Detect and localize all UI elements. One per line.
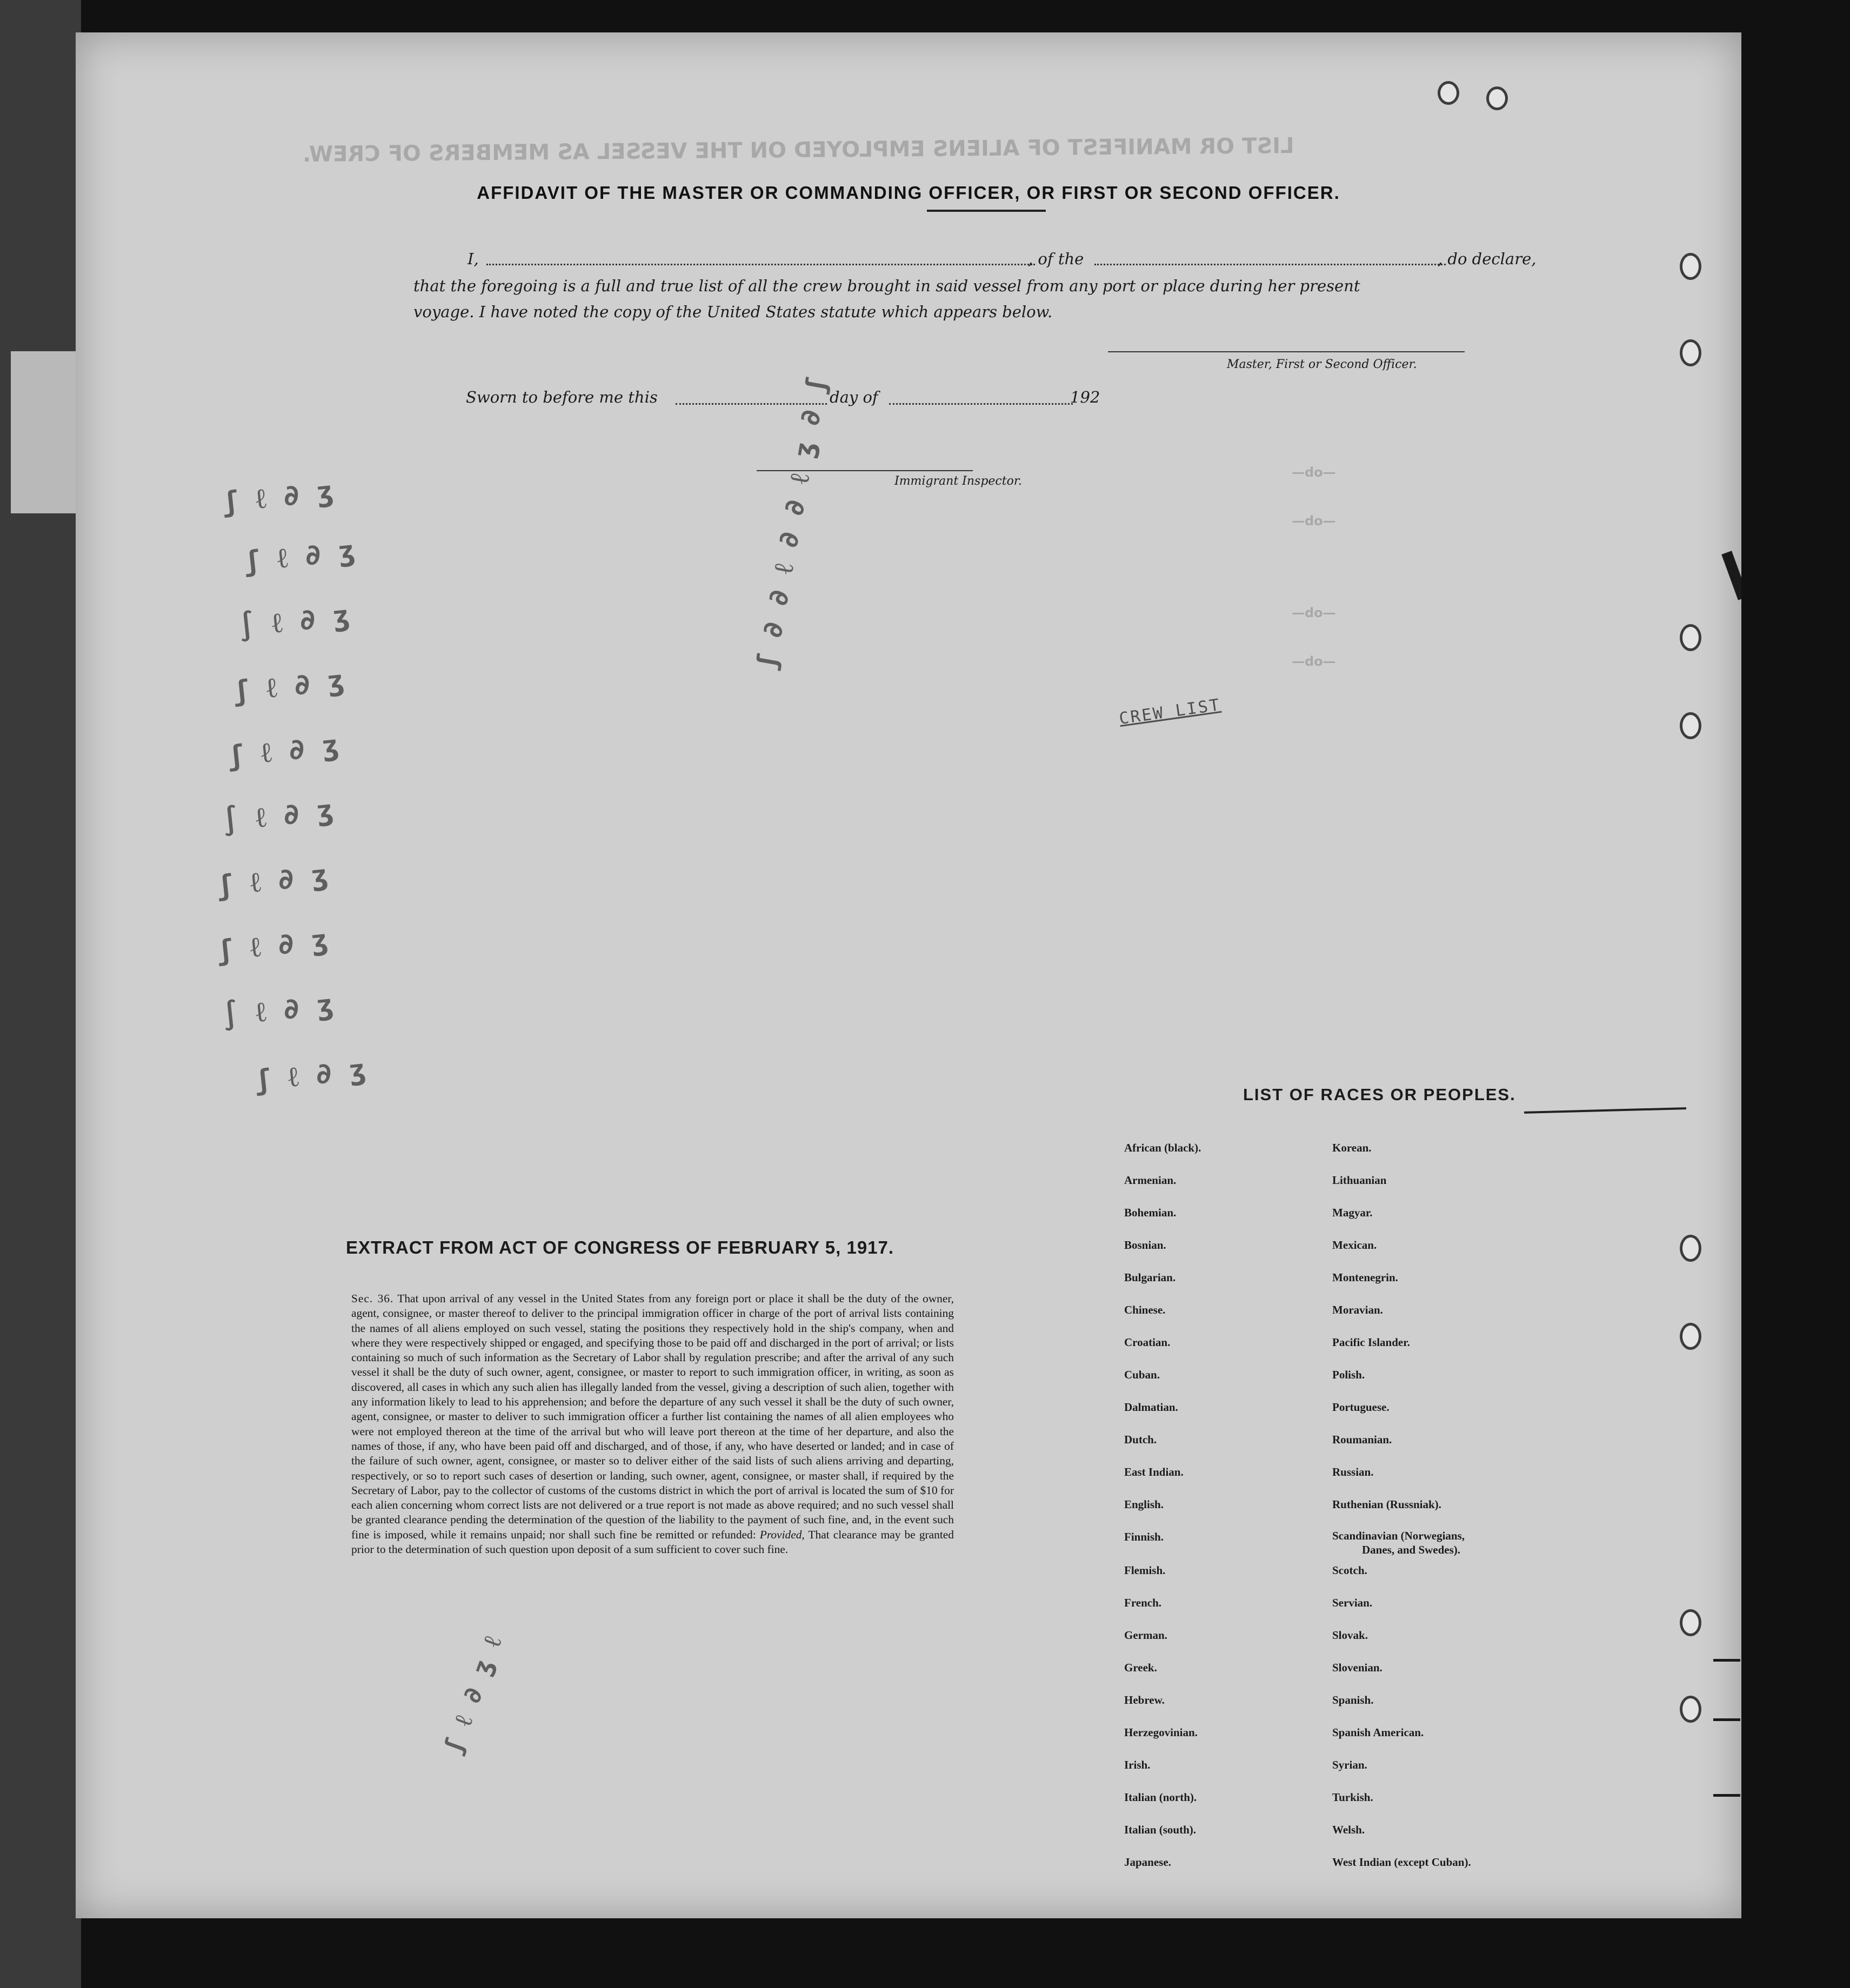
punch-hole [1680, 1235, 1701, 1262]
handwritten-mark: ʃ ℓ ∂ ʒ [215, 859, 330, 903]
race-item: Bosnian. [1124, 1239, 1166, 1251]
handwritten-mark: ʃ ℓ ∂ ʒ ℓ [437, 1632, 507, 1758]
declare-suffix: , do declare, [1438, 250, 1537, 268]
crew-list-stamp: CREW LIST [1118, 695, 1223, 729]
statute-body: That upon arrival of any vessel in the United States from any foreign port or place it shall be the duty of the owner, agent, consignee, or master thereof to deliver to the principal immigration officer in charge of the port of arrival lists containing the names of all aliens employed on such vessel, stating the positions they respectively hold in the ship's company, when and where they were respectively shipped or engaged, and specifying those to be paid off and discharged in the port of arrival; or lists containing so much of such information as the Secretary of Labor shall by regulation prescribe; and after the arrival of any such vessel it shall be the duty of such owner, agent, consignee, or master to report to such immigration officer, in writing, as soon as discovered, all cases in which any such alien has illegally landed from the vessel, giving a description of such alien, together with any information likely to lead to his apprehension; and before the departure of any such vessel it shall be the duty of such owner, agent, consignee, or master to deliver to such immigration officer a further list containing the names of all alien employees who were not employed thereon at the time of the arrival but who will leave port thereon at the time of her departure, and also the names of those, if any, who have been paid off and discharged, and of those, if any, who have deserted or landed; and in case of the failure of such owner, agent, consignee, or master so to deliver either of the said lists of such aliens arriving and departing, respectively, or so to report such cases of desertion or landing, such owner, agent, consignee, or master shall, if required by the Secretary of Labor, pay to the collector of customs of the customs district in which the port of arrival is located the sum of $10 for each alien concerning whom correct lists are not delivered or a true report is not made as above required; and no such vessel shall be granted clearance pending the determination of the question of the liability to the payment of such fine, and, in the event such fine is imposed, while it remains unpaid; nor shall such fine be remitted or refunded: [351, 1292, 954, 1541]
race-item: Servian. [1332, 1596, 1373, 1609]
race-item: Spanish American. [1332, 1726, 1424, 1739]
race-item: Japanese. [1124, 1856, 1171, 1869]
section-number: Sec. 36. [351, 1292, 394, 1305]
race-item: Ruthenian (Russniak). [1332, 1498, 1441, 1511]
bleed-through-header: LIST OR MANIFEST OF ALIENS EMPLOYED ON THE VESSEL AS MEMBERS OF CREW. [302, 133, 1294, 168]
bleed-through-column: —do— [1292, 465, 1336, 480]
punch-hole [1680, 253, 1701, 280]
race-item: Moravian. [1332, 1303, 1383, 1316]
race-item: French. [1124, 1596, 1162, 1609]
race-item: Korean. [1332, 1141, 1372, 1154]
sworn-month-blank[interactable] [889, 403, 1073, 405]
manifest-sheet [76, 32, 1741, 1918]
race-item: Slovenian. [1332, 1661, 1383, 1674]
punch-hole [1680, 1696, 1701, 1723]
sworn-prefix: Sworn to before me this [466, 388, 658, 406]
race-item: Montenegrin. [1332, 1271, 1398, 1284]
vessel-name-blank[interactable] [1094, 264, 1446, 265]
race-item: African (black). [1124, 1141, 1201, 1154]
officer-signature-line[interactable] [1108, 351, 1465, 352]
race-item-continuation: Danes, and Swedes). [1362, 1543, 1461, 1556]
race-item: Turkish. [1332, 1791, 1373, 1804]
affidavit-line-3: voyage. I have noted the copy of the United States statute which appears below. [413, 303, 1053, 321]
affidavit-title: AFFIDAVIT OF THE MASTER OR COMMANDING OFFICER, OR FIRST OR SECOND OFFICER. [477, 183, 1340, 203]
race-item: Italian (north). [1124, 1791, 1197, 1804]
handwritten-mark: ʃ ∂ ∂ ℓ ∂ ∂ ℓ ʒ ∂ ʃ [750, 374, 833, 673]
race-item: West Indian (except Cuban). [1332, 1856, 1471, 1869]
race-item: East Indian. [1124, 1465, 1184, 1478]
handwritten-mark: ∫ ℓ ∂ ʒ [220, 988, 335, 1033]
race-item: Croatian. [1124, 1336, 1171, 1349]
race-item: Finnish. [1124, 1530, 1164, 1543]
bleed-through-column: —do— [1292, 605, 1336, 620]
race-item: Irish. [1124, 1758, 1151, 1771]
race-item: Bulgarian. [1124, 1271, 1176, 1284]
race-item: Dutch. [1124, 1433, 1157, 1446]
provided-word: Provided, [759, 1528, 805, 1541]
punch-hole [1680, 1323, 1701, 1350]
race-item: Chinese. [1124, 1303, 1166, 1316]
race-item: Russian. [1332, 1465, 1374, 1478]
race-item: Syrian. [1332, 1758, 1367, 1771]
race-item: German. [1124, 1629, 1167, 1642]
race-item: Cuban. [1124, 1368, 1160, 1381]
race-item: Scandinavian (Norwegians, [1332, 1529, 1465, 1542]
officer-caption: Master, First or Second Officer. [1227, 358, 1417, 371]
punch-hole [1486, 86, 1508, 110]
punch-hole [1680, 339, 1701, 366]
race-item: Italian (south). [1124, 1823, 1197, 1836]
punch-hole [1438, 81, 1459, 105]
handwritten-mark: ʃ ℓ ∂ ʒ [215, 923, 330, 968]
sworn-day-label: day of [830, 388, 878, 406]
edge-mark [1721, 551, 1741, 600]
bleed-through-column: —do— [1292, 513, 1336, 528]
races-title: LIST OF RACES OR PEOPLES. [1243, 1085, 1516, 1104]
edge-mark [1713, 1659, 1740, 1662]
race-item: Pacific Islander. [1332, 1336, 1410, 1349]
race-item: Roumanian. [1332, 1433, 1392, 1446]
race-item: Greek. [1124, 1661, 1157, 1674]
race-item: Dalmatian. [1124, 1401, 1178, 1414]
inspector-caption: Immigrant Inspector. [894, 474, 1022, 488]
bleed-through-column: —do— [1292, 654, 1336, 669]
declarant-name-blank[interactable] [486, 264, 1035, 265]
race-item: Bohemian. [1124, 1206, 1177, 1219]
race-item: Polish. [1332, 1368, 1365, 1381]
vessel-prefix: , of the [1028, 250, 1084, 268]
punch-hole [1680, 1609, 1701, 1636]
handwritten-mark: ʃ ℓ ∂ ʒ [252, 1053, 368, 1097]
handwritten-mark: ʃ ℓ ∂ ʒ [220, 475, 335, 519]
binding-edge [0, 0, 81, 1988]
race-item: Magyar. [1332, 1206, 1373, 1219]
race-item: Spanish. [1332, 1694, 1374, 1706]
race-item: Hebrew. [1124, 1694, 1165, 1706]
race-item: Lithuanian [1332, 1174, 1387, 1187]
adjacent-page-tab [11, 351, 76, 513]
punch-hole [1680, 712, 1701, 739]
race-item: English. [1124, 1498, 1164, 1511]
sworn-year: 192 [1070, 388, 1100, 406]
handwritten-mark: ʃ ℓ ∂ ʒ [231, 664, 346, 708]
races-underline [1524, 1107, 1686, 1114]
race-item: Mexican. [1332, 1239, 1377, 1251]
edge-mark [1713, 1718, 1740, 1721]
statute-proviso: That clearance may be granted prior to the determination of such question upon deposit of a sum sufficient to cover such fine. [351, 1528, 954, 1556]
race-item: Portuguese. [1332, 1401, 1390, 1414]
race-item: Armenian. [1124, 1174, 1177, 1187]
race-item: Welsh. [1332, 1823, 1365, 1836]
title-underline [927, 210, 1046, 212]
affidavit-line-2: that the foregoing is a full and true list of all the crew brought in said vessel from any port or place during her present [413, 277, 1360, 295]
handwritten-mark: ∫ ℓ ∂ ʒ [220, 794, 335, 838]
handwritten-mark: ʃ ℓ ∂ ʒ [242, 534, 357, 579]
race-item: Flemish. [1124, 1564, 1166, 1577]
edge-mark [1713, 1794, 1740, 1797]
statute-text [351, 1291, 954, 1557]
declarant-prefix: I, [467, 250, 479, 268]
race-item: Scotch. [1332, 1564, 1367, 1577]
handwritten-mark: ∫ ℓ ∂ ʒ [236, 599, 351, 644]
punch-hole [1680, 624, 1701, 651]
race-item: Herzegovinian. [1124, 1726, 1198, 1739]
extract-title: EXTRACT FROM ACT OF CONGRESS OF FEBRUARY 5, 1917. [346, 1237, 894, 1257]
race-item: Slovak. [1332, 1629, 1368, 1642]
handwritten-mark: ʃ ℓ ∂ ʒ [225, 729, 340, 773]
